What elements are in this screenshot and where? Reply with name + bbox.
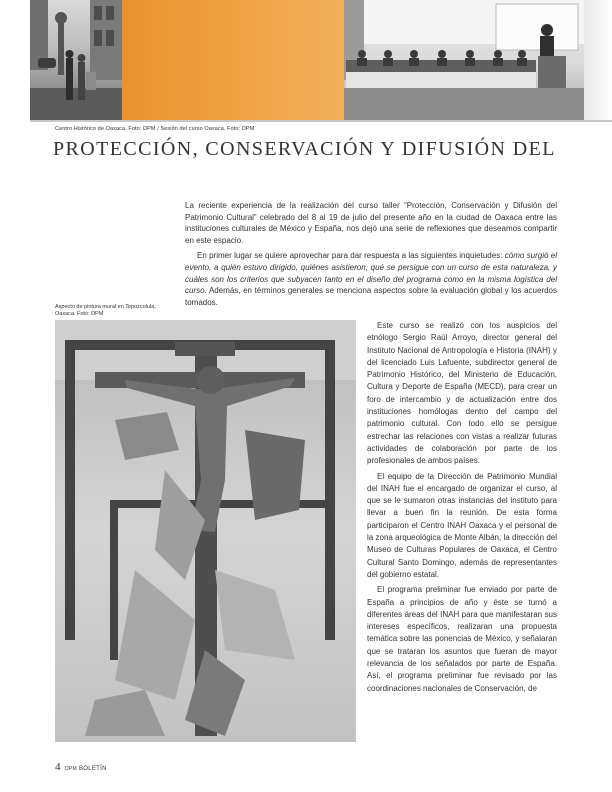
header-banner — [0, 0, 612, 120]
publication-title: BOLETÍN — [78, 766, 107, 772]
orange-color-block — [122, 0, 344, 120]
intro-italic-questions: cómo surgió el evento, a quién estuvo dirigido, quiénes asistieron, qué se persigue con un curso de esta naturaleza, y cuáles son los criterios que subyacen tanto en el diseño del programa como en la misma logística del curso. — [185, 251, 557, 296]
intro-lead: En primer lugar se quiere aprovechar para dar respuesta a las siguientes inquietudes: — [197, 251, 505, 261]
publication-name — [65, 766, 107, 772]
intro-paragraph: La reciente experiencia de la realización del curso taller “Protección, Conservación y Difusión del Patrimonio Cultural” celebrado del 8 al 19 de julio del presente año en la ciudad de Oaxaca entre las instituciones culturales de México y España, nos dejó una serie de reflexiones que deseamos compartir en este espacio. — [185, 201, 557, 245]
mural-photo — [55, 320, 356, 742]
intro-paragraph — [185, 250, 557, 308]
course-session-photo — [344, 0, 584, 120]
banner-fade — [584, 0, 612, 120]
publication-prefix: DPM — [64, 766, 77, 772]
figure-caption: Aspecto de pintura mural en Tepozcolula, Oaxaca. Foto: DPM — [55, 304, 156, 317]
intro-text — [185, 200, 557, 312]
article-title: PROTECCIÓN, CONSERVACIÓN Y DIFUSIÓN DEL — [53, 138, 556, 160]
body-paragraph: Este curso se realizó con los auspicios del etnólogo Sergio Raúl Arroyo, director general del Instituto Nacional de Antropología e Historia (INAH) y del licenciado Luis Lafuente, subdirector general de Patrimonio Histórico, del Ministerio de Educación, Cultura y Deporte de España (MECD), para crear un foro de intercambio y de actualización entre dos instituciones homólogas dentro del campo del patrimonio cultural. Con todo ello se persigue estrechar las relaciones con vistas a realizar futuras actividades de colaboración por parte de los profesionales de ambos países. — [367, 321, 557, 466]
intro-tail: Además, en términos generales se menciona aspectos sobre la evaluación global y los acuerdos tomados. — [185, 286, 557, 307]
body-paragraph: El equipo de la Dirección de Patrimonio Mundial del INAH fue el encargado de organizar el curso, al que se le sumaron otras instancias del instituto para llevar a buen fin la reunión. De esta forma participaron el Centro INAH Oaxaca y el personal de la zona arqueológica de Monte Albán, la dirección del Museo de Culturas Populares de Oaxaca, el Centro Cultural Santo Domingo, además de representantes del gobierno estatal. — [367, 471, 557, 579]
historic-center-photo — [30, 0, 122, 120]
photo-caption-top: Centro Histórico de Oaxaca. Foto: DPM / Sesión del curso Oaxaca. Foto: DPM — [55, 126, 255, 132]
body-column — [367, 320, 557, 698]
body-paragraph: El programa preliminar fue enviado por parte de España a principios de año y éste se turnó a diferentes áreas del INAH para que manifestaran sus intereses específicos, realizaran una propuesta temática sobre las ponencias de México, y señalaran que se trataran los asuntos que fueran de mayor relevancia de los señalados por parte de España. Así, el programa preliminar fue revisado por las coordinaciones nacionales de Conservación, de — [367, 585, 557, 693]
header-rule — [30, 120, 612, 122]
page-footer — [55, 757, 107, 775]
page-number: 4 — [55, 761, 61, 773]
